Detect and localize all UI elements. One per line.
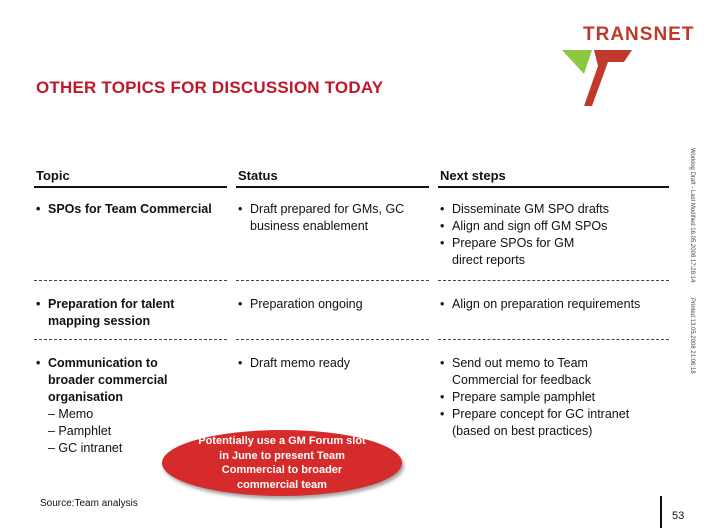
- next-step-item: • Prepare SPOs for GM direct reports: [438, 235, 602, 269]
- side-note-modified: Working Draft - Last Modified 16.05.2008 17:28:14: [689, 148, 695, 283]
- header-rule-status: [236, 186, 429, 188]
- next-step-item: • Disseminate GM SPO drafts: [438, 201, 670, 218]
- page-number-divider: [660, 496, 662, 528]
- topic-sub-item: – Memo: [48, 407, 94, 421]
- table-row-next-steps: [438, 201, 670, 269]
- topic-sub-item: – Pamphlet: [48, 424, 112, 438]
- table-row-next-steps: [438, 296, 678, 313]
- topic-sub-item: – GC intranet: [48, 441, 123, 455]
- table-row-topic: [34, 201, 224, 218]
- page-number: 53: [672, 510, 685, 522]
- column-header-status: Status: [238, 168, 278, 183]
- table-row-status: [236, 355, 432, 372]
- status-item: • Draft prepared for GMs, GC business enablement: [236, 201, 432, 235]
- table-row-status: [236, 201, 432, 235]
- topic-item: • Preparation for talent mapping session: [34, 296, 224, 330]
- row-divider: [438, 339, 669, 340]
- status-item: • Draft memo ready: [236, 355, 432, 372]
- row-divider: [438, 280, 669, 281]
- row-divider: [236, 280, 429, 281]
- header-rule-next: [438, 186, 669, 188]
- side-note-printed: Printed 13.05.2008 21:06:18: [689, 298, 695, 374]
- callout-text: Potentially use a GM Forum slot in June to present Team Commercial to broader commercial team: [198, 435, 366, 491]
- next-step-item: • Align on preparation requirements: [438, 296, 678, 313]
- next-step-item: • Send out memo to Team Commercial for feedback: [438, 355, 612, 389]
- topic-item: • Communication to broader commercial organisation: [34, 355, 206, 406]
- column-header-next-steps: Next steps: [440, 168, 506, 183]
- table-row-next-steps: [438, 355, 664, 440]
- next-step-item: • Align and sign off GM SPOs: [438, 218, 670, 235]
- logo-red-shape: [584, 50, 632, 106]
- logo-wordmark: TRANSNET: [583, 24, 695, 45]
- topic-item: • SPOs for Team Commercial: [34, 201, 224, 218]
- column-header-topic: Topic: [36, 168, 70, 183]
- next-step-item: • Prepare sample pamphlet: [438, 389, 664, 406]
- transnet-logo-icon: [562, 48, 632, 106]
- header-rule-topic: [34, 186, 227, 188]
- page-title: OTHER TOPICS FOR DISCUSSION TODAY: [36, 78, 384, 97]
- row-divider: [34, 339, 227, 340]
- next-step-item: • Prepare concept for GC intranet (based on best practices): [438, 406, 652, 440]
- row-divider: [34, 280, 227, 281]
- source-note: Source:Team analysis: [40, 498, 138, 509]
- logo-green-shape: [562, 50, 592, 74]
- row-divider: [236, 339, 429, 340]
- table-row-topic: [34, 296, 224, 330]
- status-item: • Preparation ongoing: [236, 296, 432, 313]
- table-row-status: [236, 296, 432, 313]
